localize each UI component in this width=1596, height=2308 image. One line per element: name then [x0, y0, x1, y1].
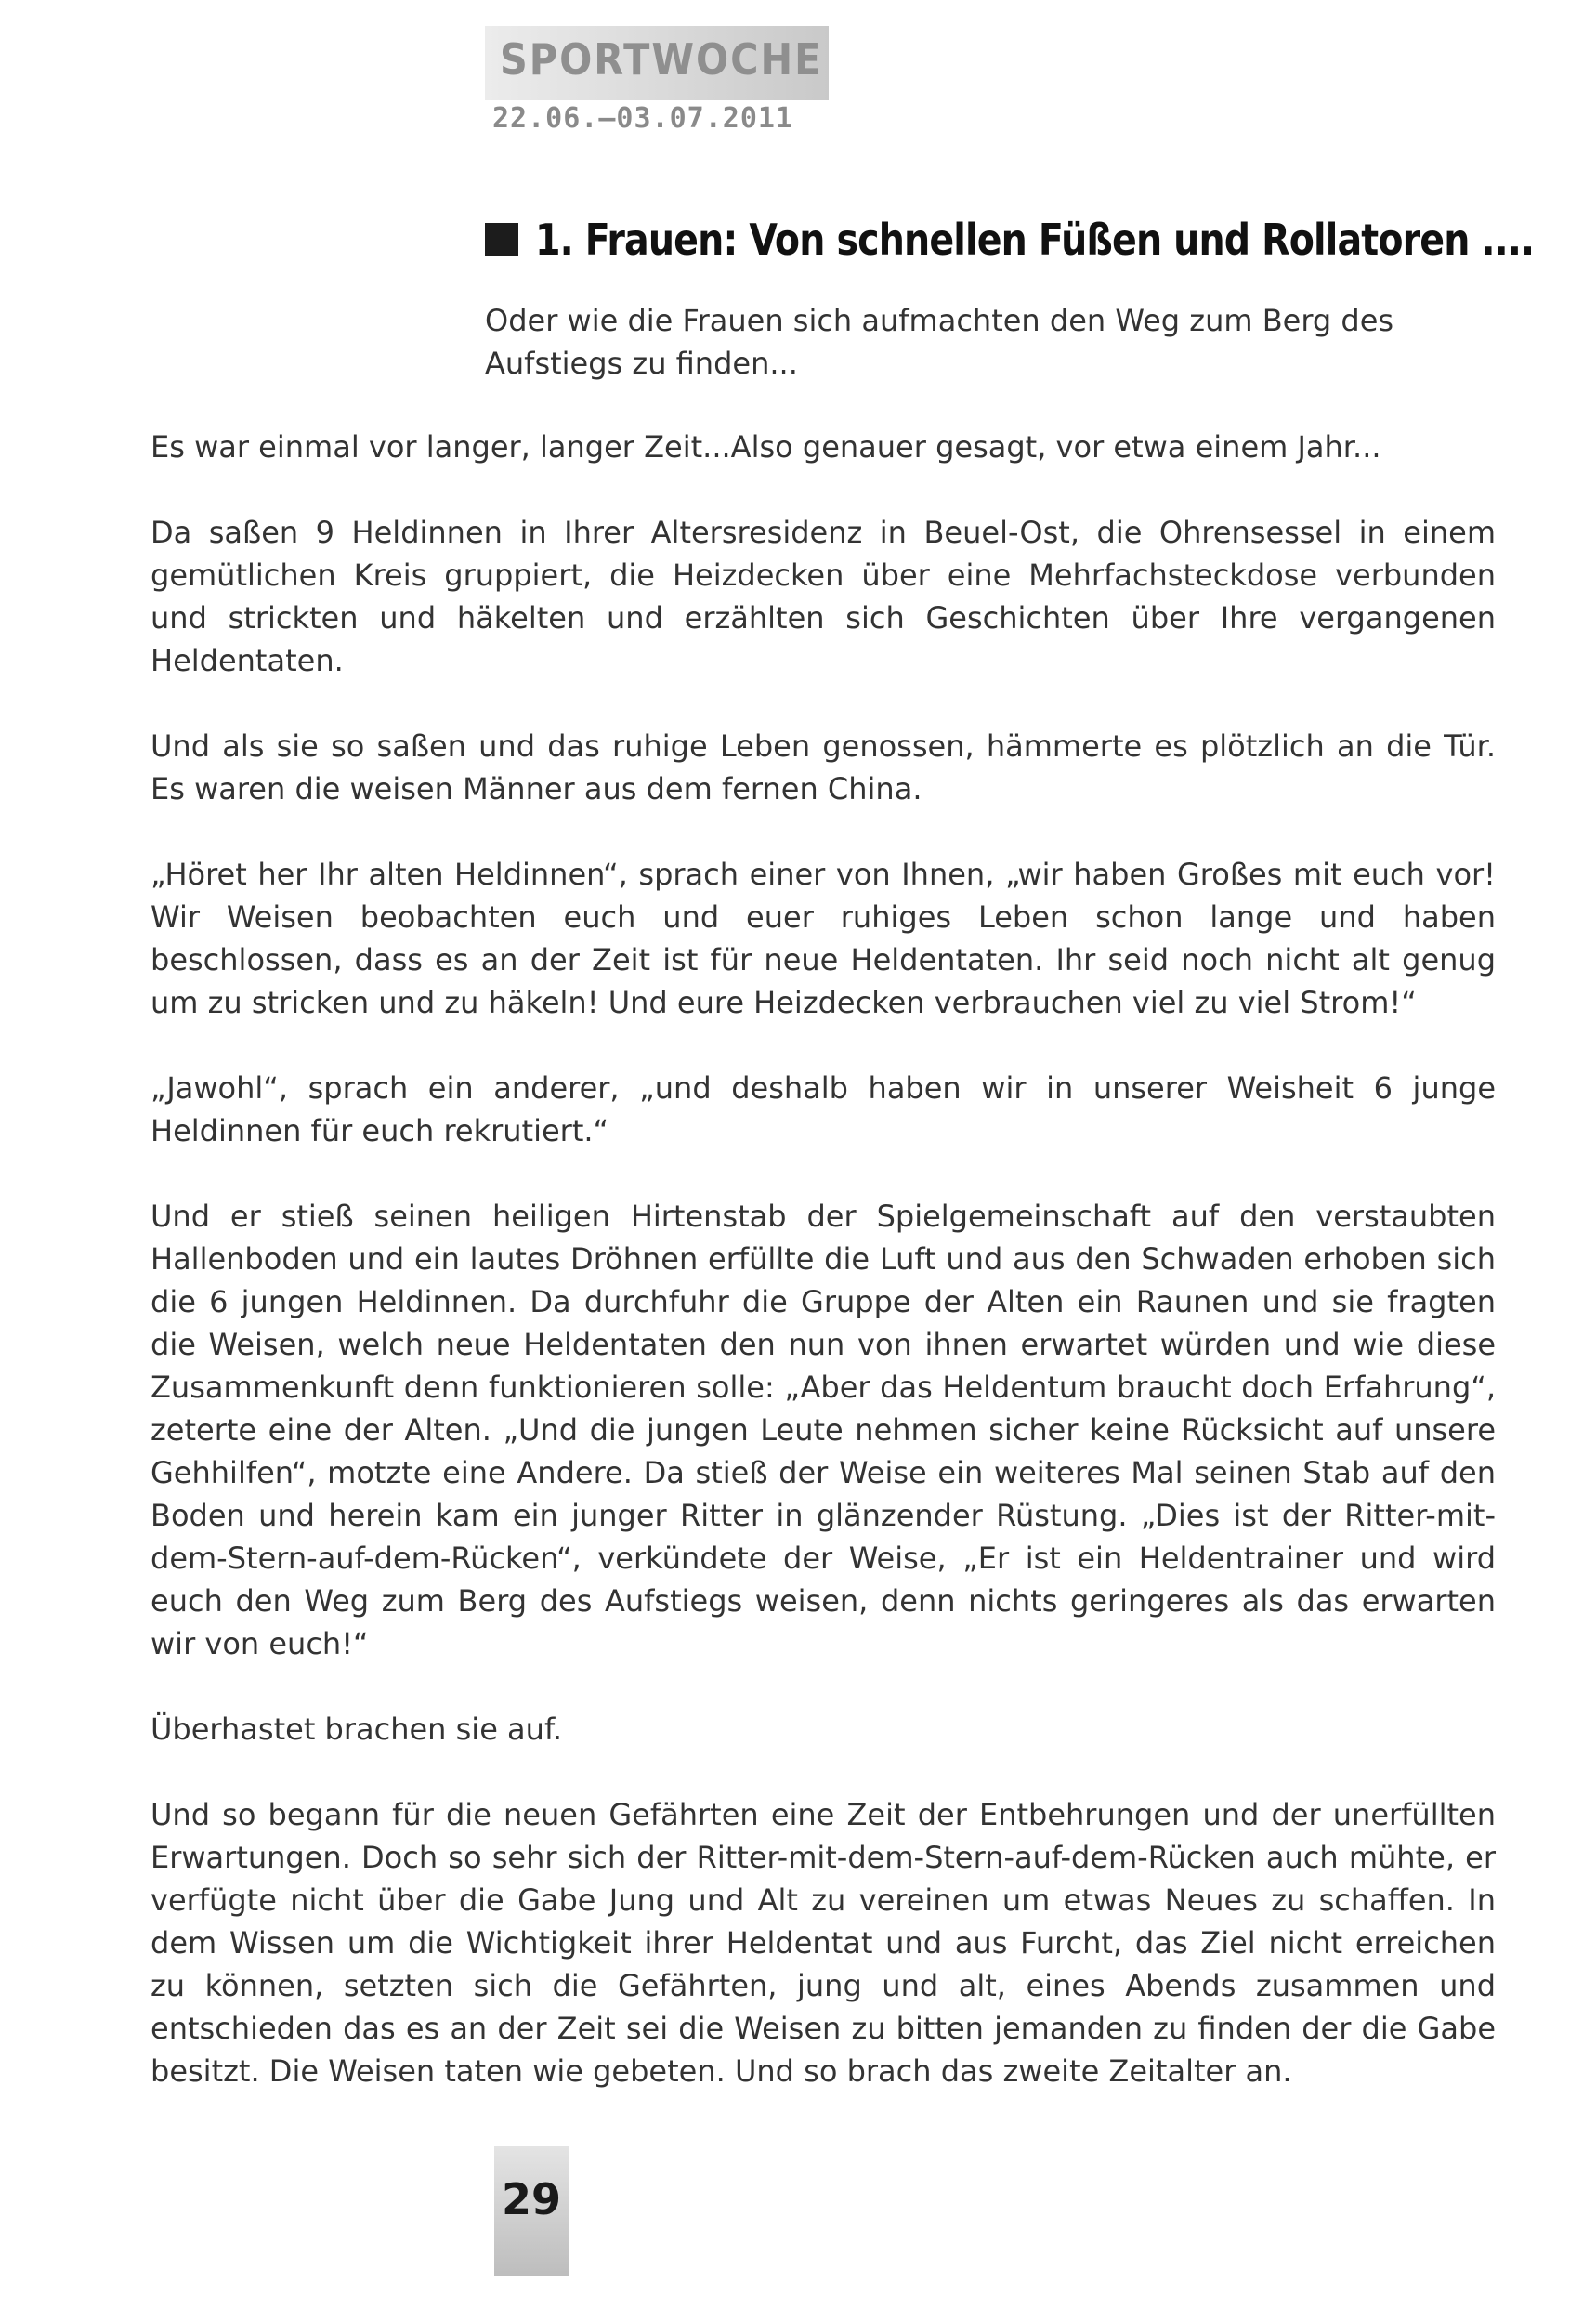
publication-title: SPORTWOCHE: [500, 34, 823, 85]
paragraph: „Jawohl“, sprach ein anderer, „und deshalb haben wir in unserer Weisheit 6 junge Heldinnen für euch rekrutiert.“: [150, 1070, 1496, 1148]
paragraph: Es war einmal vor langer, langer Zeit...Also genauer gesagt, vor etwa einem Jahr...: [150, 429, 1381, 465]
paragraph: Und er stieß seinen heiligen Hirtenstab der Spielgemeinschaft auf den verstaubten Hallenboden und ein lautes Dröhnen erfüllte die Luft und aus den Schwaden erhoben sich die 6 jungen Heldinnen. Da durchfuhr die Gruppe der Alten ein Raunen und sie fragten die Weisen, welch neue Heldentaten den nun von ihnen erwartet würden und wie diese Zusammenkunft denn funktionieren solle: „Aber das Heldentum braucht doch Erfahrung“, zeterte eine der Alten. „Und die jungen Leute nehmen sicher keine Rücksicht auf unsere Gehhilfen“, motzte eine Andere. Da stieß der Weise ein weiteres Mal seinen Stab auf den Boden und herein kam ein junger Ritter in glänzender Rüstung. „Dies ist der Ritter-mit-dem-Stern-auf-dem-Rücken“, verkündete der Weise, „Er ist ein Heldentrainer und wird euch den Weg zum Berg des Aufstiegs weisen, denn nichts geringeres als das erwarten wir von euch!“: [150, 1199, 1496, 1661]
page-number: 29: [501, 2174, 561, 2224]
paragraph: Überhastet brachen sie auf.: [150, 1711, 563, 1747]
paragraph: Da saßen 9 Heldinnen in Ihrer Altersresidenz in Beuel-Ost, die Ohrensessel in einem gemütlichen Kreis gruppiert, die Heizdecken über eine Mehrfachsteckdose verbunden und strickten und häkelten und erzählten sich Geschichten über Ihre vergangenen Heldentaten.: [150, 515, 1496, 678]
masthead-banner: [485, 26, 829, 100]
page-number-box: [494, 2146, 569, 2276]
bullet-square-icon: [485, 223, 518, 256]
paragraph: Und als sie so saßen und das ruhige Leben genossen, hämmerte es plötzlich an die Tür. Es waren die weisen Männer aus dem fernen China.: [150, 728, 1496, 806]
paragraph: „Höret her Ihr alten Heldinnen“, sprach einer von Ihnen, „wir haben Großes mit euch vor! Wir Weisen beobachten euch und euer ruhiges Leben schon lange und haben beschlossen, dass es an der Zeit ist für neue Heldentaten. Ihr seid noch nicht alt genug um zu stricken und zu häkeln! Und eure Heizdecken verbrauchen viel zu viel Strom!“: [150, 857, 1496, 1020]
article-heading-text: 1. Frauen: Von schnellen Füßen und Rollatoren ....: [535, 215, 1535, 265]
issue-date-range: 22.06.–03.07.2011: [492, 102, 794, 135]
paragraph: Und so begann für die neuen Gefährten eine Zeit der Entbehrungen und der unerfüllten Erwartungen. Doch so sehr sich der Ritter-mit-dem-Stern-auf-dem-Rücken auch mühte, er verfügte nicht über die Gabe Jung und Alt zu vereinen um etwas Neues zu schaffen. In dem Wissen um die Wichtigkeit ihrer Heldentat und aus Furcht, das Ziel nicht erreichen zu können, setzten sich die Gefährten, jung und alt, eines Abends zusammen und entschieden das es an der Zeit sei die Weisen zu bitten jemanden zu finden der die Gabe besitzt. Die Weisen taten wie gebeten. Und so brach das zweite Zeitalter an.: [150, 1797, 1496, 2089]
article-body: [150, 426, 1496, 2135]
article-subtitle: Oder wie die Frauen sich aufmachten den Weg zum Berg des Aufstiegs zu finden...: [485, 303, 1394, 381]
article-heading: [485, 212, 1596, 268]
